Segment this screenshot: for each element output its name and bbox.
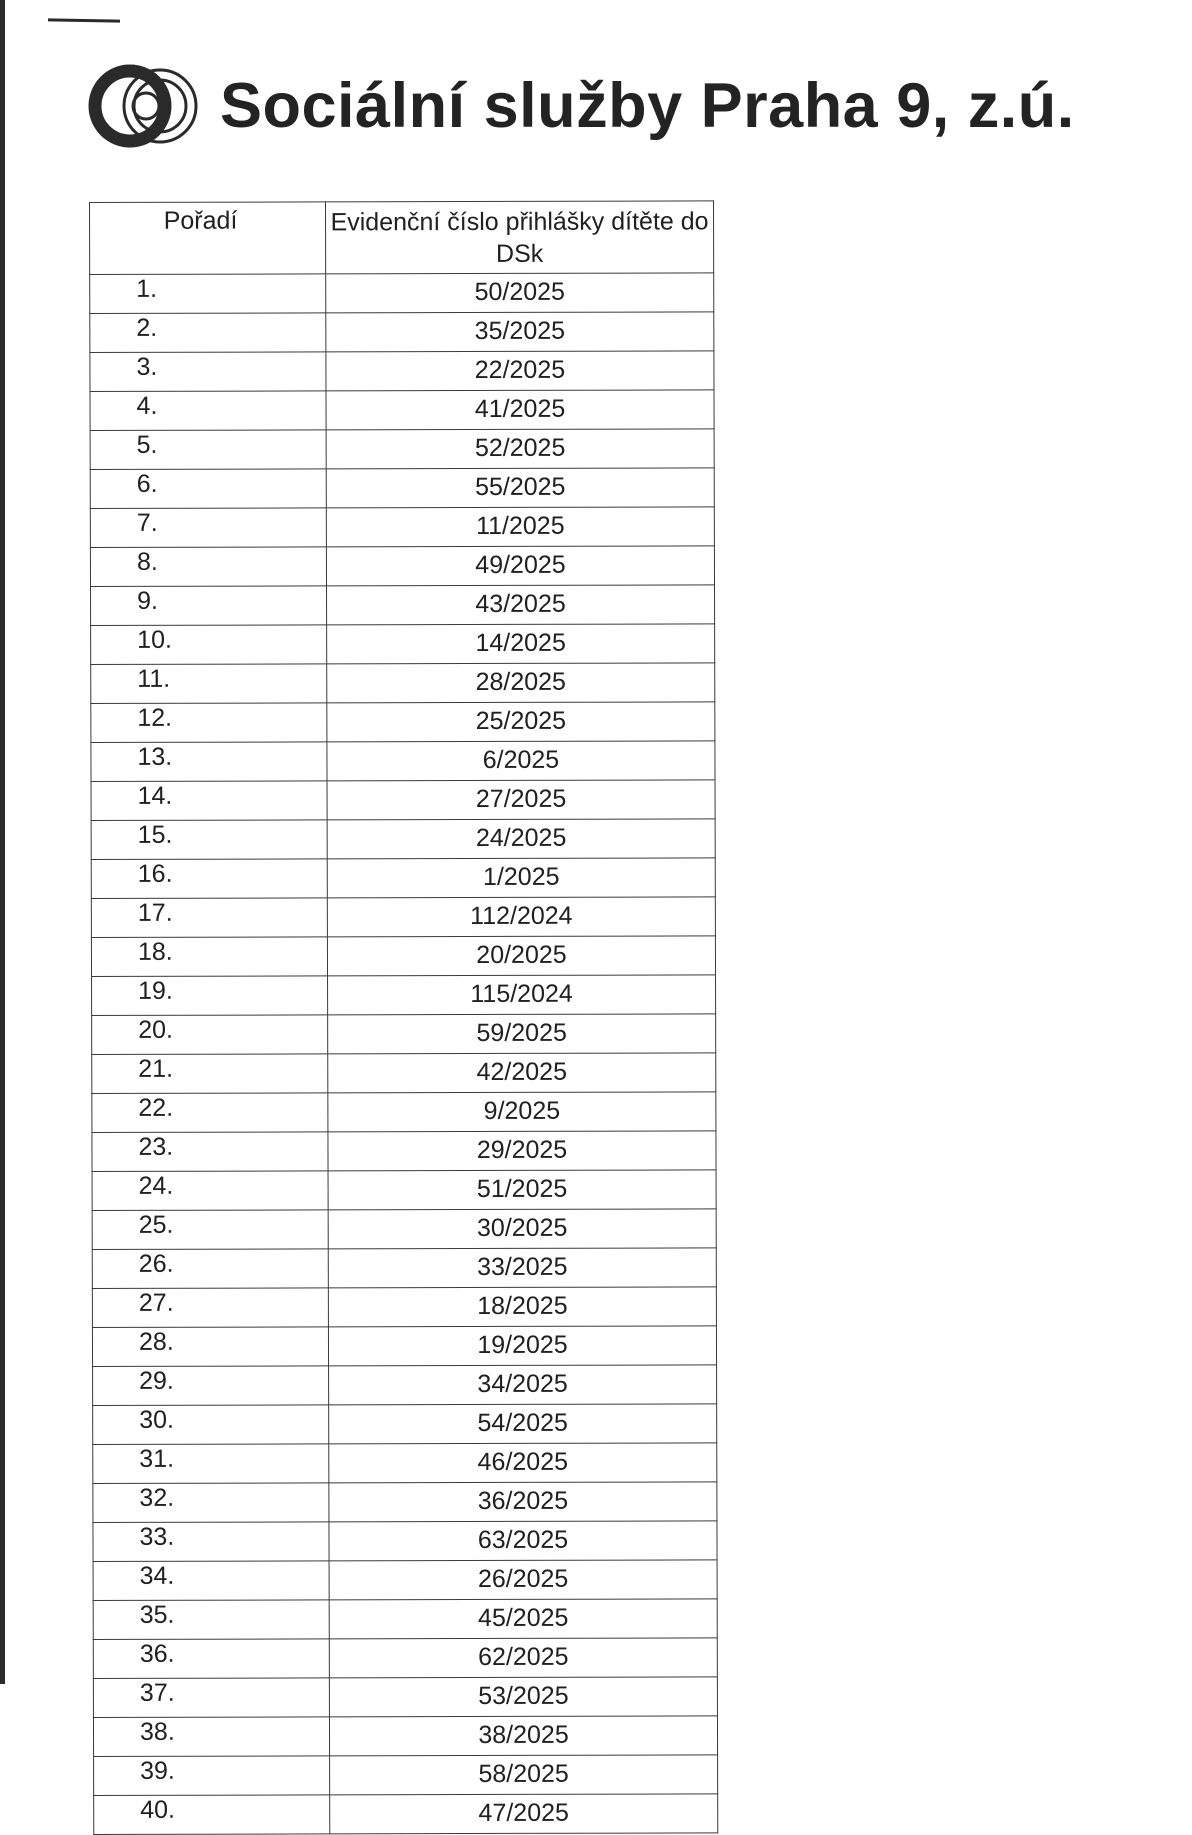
- application-number-cell: 54/2025: [329, 1404, 717, 1444]
- table-row: [90, 351, 714, 392]
- column-header-application-number: Evidenční číslo přihlášky dítěte do DSk: [326, 201, 714, 274]
- table-row: [90, 546, 714, 587]
- order-cell: 32.: [93, 1483, 329, 1523]
- table-row: [93, 1521, 717, 1562]
- application-number-cell: 38/2025: [329, 1716, 717, 1756]
- table-row: [92, 975, 716, 1016]
- application-number-cell: 34/2025: [329, 1365, 717, 1405]
- application-number-cell: 27/2025: [327, 780, 715, 820]
- order-cell: 9.: [91, 586, 327, 626]
- application-number-cell: 50/2025: [326, 273, 714, 313]
- order-cell: 7.: [90, 508, 326, 548]
- application-number-cell: 18/2025: [328, 1287, 716, 1327]
- document-header: [88, 60, 1075, 152]
- table-row: [93, 1404, 717, 1445]
- interlocking-rings-logo-icon: [88, 60, 204, 152]
- application-number-cell: 24/2025: [327, 819, 715, 859]
- column-header-order: Pořadí: [90, 202, 326, 275]
- order-cell: 16.: [91, 859, 327, 899]
- table-row: [91, 741, 715, 782]
- order-cell: 21.: [92, 1054, 328, 1094]
- order-cell: 15.: [91, 820, 327, 860]
- table-row: [91, 897, 715, 938]
- order-cell: 20.: [92, 1015, 328, 1055]
- order-cell: 14.: [91, 781, 327, 821]
- table-row: [90, 312, 714, 353]
- order-cell: 24.: [92, 1171, 328, 1211]
- application-number-cell: 11/2025: [326, 507, 714, 547]
- application-number-cell: 52/2025: [326, 429, 714, 469]
- application-number-cell: 36/2025: [329, 1482, 717, 1522]
- order-cell: 1.: [90, 274, 326, 314]
- table-row: [93, 1599, 717, 1640]
- order-cell: 12.: [91, 703, 327, 743]
- order-cell: 28.: [92, 1327, 328, 1367]
- table-row: [93, 1716, 717, 1757]
- application-number-cell: 43/2025: [327, 585, 715, 625]
- organization-name: Sociální služby Praha 9, z.ú.: [220, 70, 1075, 141]
- order-cell: 3.: [90, 352, 326, 392]
- order-cell: 23.: [92, 1132, 328, 1172]
- application-number-cell: 62/2025: [329, 1638, 717, 1678]
- order-cell: 19.: [92, 976, 328, 1016]
- application-number-cell: 53/2025: [329, 1677, 717, 1717]
- application-number-cell: 29/2025: [328, 1131, 716, 1171]
- order-cell: 13.: [91, 742, 327, 782]
- order-cell: 35.: [93, 1600, 329, 1640]
- table-row: [93, 1677, 717, 1718]
- application-number-cell: 49/2025: [326, 546, 714, 586]
- order-cell: 31.: [93, 1444, 329, 1484]
- application-number-cell: 42/2025: [328, 1053, 716, 1093]
- order-cell: 25.: [92, 1210, 328, 1250]
- application-number-cell: 20/2025: [327, 936, 715, 976]
- application-number-cell: 9/2025: [328, 1092, 716, 1132]
- order-cell: 8.: [90, 547, 326, 587]
- table-row: [91, 663, 715, 704]
- application-order-table: [89, 200, 718, 1835]
- order-cell: 38.: [93, 1717, 329, 1757]
- table-row: [94, 1755, 718, 1796]
- table-row: [93, 1638, 717, 1679]
- application-number-cell: 28/2025: [327, 663, 715, 703]
- table-row: [93, 1365, 717, 1406]
- table-row: [91, 819, 715, 860]
- order-cell: 26.: [92, 1249, 328, 1289]
- table-row: [91, 702, 715, 743]
- order-cell: 22.: [92, 1093, 328, 1133]
- application-number-cell: 33/2025: [328, 1248, 716, 1288]
- application-number-cell: 115/2024: [328, 975, 716, 1015]
- table-row: [92, 1131, 716, 1172]
- order-cell: 27.: [92, 1288, 328, 1328]
- table-row: [92, 1053, 716, 1094]
- table-row: [92, 1014, 716, 1055]
- application-number-cell: 1/2025: [327, 858, 715, 898]
- order-cell: 33.: [93, 1522, 329, 1562]
- application-number-cell: 19/2025: [328, 1326, 716, 1366]
- order-cell: 17.: [91, 898, 327, 938]
- table-row: [90, 273, 714, 314]
- table-row: [91, 780, 715, 821]
- table-row: [93, 1482, 717, 1523]
- order-cell: 34.: [93, 1561, 329, 1601]
- order-cell: 4.: [90, 391, 326, 431]
- application-number-cell: 112/2024: [327, 897, 715, 937]
- table-row: [92, 1248, 716, 1289]
- table-header-row: [90, 201, 714, 275]
- application-number-cell: 25/2025: [327, 702, 715, 742]
- table-row: [93, 1560, 717, 1601]
- order-cell: 2.: [90, 313, 326, 353]
- application-number-cell: 22/2025: [326, 351, 714, 391]
- application-number-cell: 55/2025: [326, 468, 714, 508]
- table-row: [90, 507, 714, 548]
- table-row: [90, 468, 714, 509]
- order-cell: 37.: [93, 1678, 329, 1718]
- table-row: [91, 858, 715, 899]
- order-cell: 40.: [94, 1795, 330, 1835]
- application-number-cell: 45/2025: [329, 1599, 717, 1639]
- order-cell: 29.: [93, 1366, 329, 1406]
- application-number-cell: 51/2025: [328, 1170, 716, 1210]
- application-number-cell: 58/2025: [330, 1755, 718, 1795]
- order-cell: 18.: [91, 937, 327, 977]
- application-number-cell: 46/2025: [329, 1443, 717, 1483]
- table-row: [92, 1209, 716, 1250]
- order-cell: 10.: [91, 625, 327, 665]
- application-number-cell: 26/2025: [329, 1560, 717, 1600]
- table-row: [92, 1287, 716, 1328]
- table-row: [90, 429, 714, 470]
- table-row: [91, 624, 715, 665]
- application-number-cell: 6/2025: [327, 741, 715, 781]
- table-row: [93, 1443, 717, 1484]
- order-cell: 11.: [91, 664, 327, 704]
- application-number-cell: 63/2025: [329, 1521, 717, 1561]
- order-cell: 39.: [94, 1756, 330, 1796]
- application-number-cell: 59/2025: [328, 1014, 716, 1054]
- table-row: [92, 1092, 716, 1133]
- application-number-cell: 14/2025: [327, 624, 715, 664]
- table-row: [92, 1326, 716, 1367]
- scan-edge: [0, 0, 5, 1684]
- application-number-cell: 47/2025: [330, 1794, 718, 1834]
- order-cell: 30.: [93, 1405, 329, 1445]
- table-row: [91, 585, 715, 626]
- order-cell: 6.: [90, 469, 326, 509]
- application-number-cell: 35/2025: [326, 312, 714, 352]
- order-cell: 36.: [93, 1639, 329, 1679]
- application-number-cell: 30/2025: [328, 1209, 716, 1249]
- application-number-cell: 41/2025: [326, 390, 714, 430]
- table-row: [90, 390, 714, 431]
- corner-mark: [48, 18, 120, 22]
- table-row: [91, 936, 715, 977]
- table-row: [92, 1170, 716, 1211]
- order-cell: 5.: [90, 430, 326, 470]
- table-row: [94, 1794, 718, 1835]
